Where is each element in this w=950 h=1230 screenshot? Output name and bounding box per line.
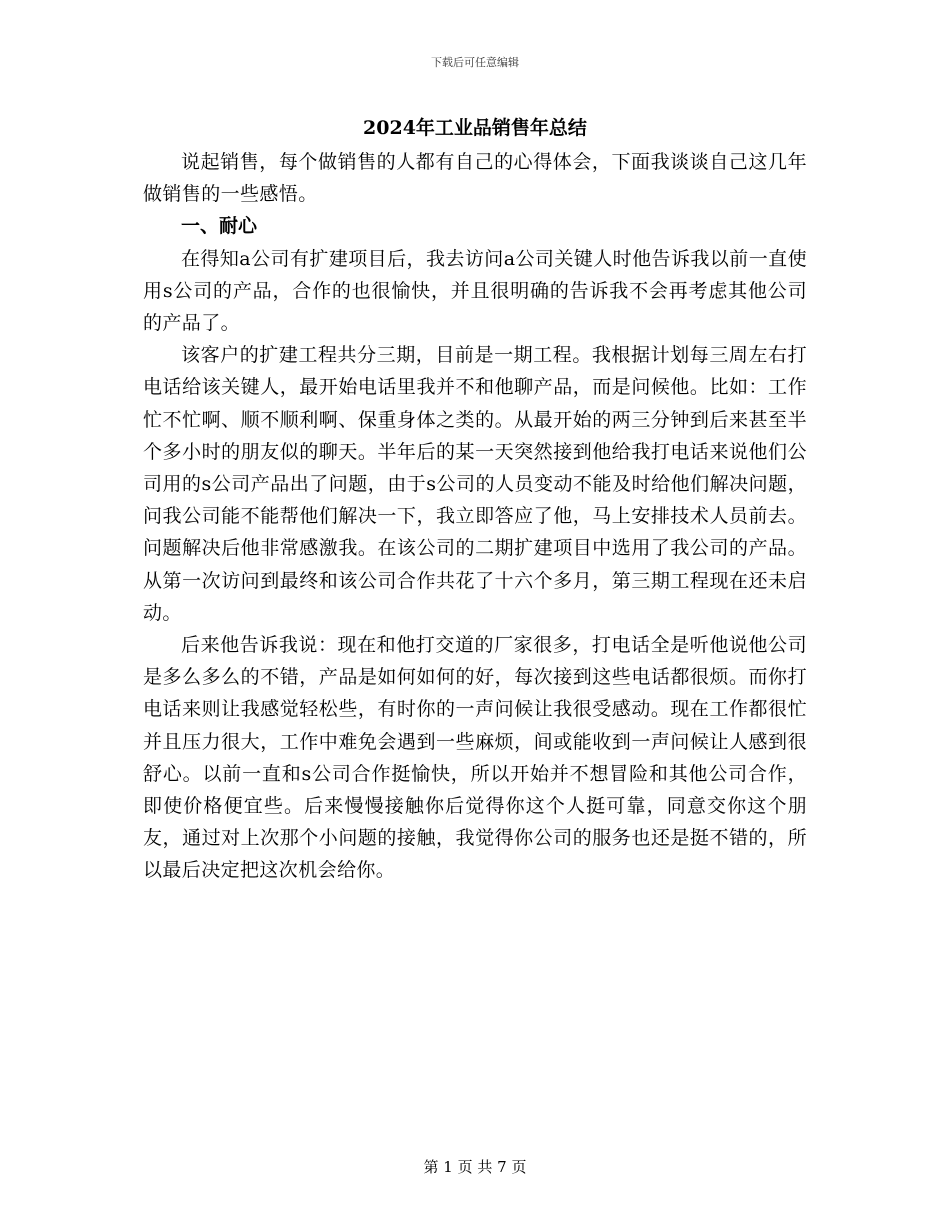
section-paragraph-3: 后来他告诉我说：现在和他打交道的厂家很多，打电话全是听他说他公司是多么多么的不错，产品是如何如何的好，每次接到这些电话都很烦。而你打电话来则让我感觉轻松些，有时你的一声问候让我很受感动。现在工作都很忙并且压力很大，工作中难免会遇到一些麻烦，间或能收到一声问候让人感到很舒心。以前一直和s公司合作挺愉快，所以开始并不想冒险和其他公司合作，即使价格便宜些。后来慢慢接触你后觉得你这个人挺可靠，同意交你这个朋友，通过对上次那个小问题的接触，我觉得你公司的服务也还是挺不错的，所以最后决定把这次机会给你。 <box>143 634 807 882</box>
intro-paragraph: 说起销售，每个做销售的人都有自己的心得体会，下面我谈谈自己这几年做销售的一些感悟。 <box>143 151 807 206</box>
section-paragraph-1: 在得知a公司有扩建项目后，我去访问a公司关键人时他告诉我以前一直使用s公司的产品，合作的也很愉快，并且很明确的告诉我不会再考虑其他公司的产品了。 <box>143 247 807 335</box>
document-body <box>143 112 807 887</box>
section-heading-patience: 一、耐心 <box>181 215 258 238</box>
document-title: 2024年工业品销售年总结 <box>363 117 587 139</box>
page-header-note: 下载后可任意编辑 <box>431 56 519 69</box>
section-paragraph-2: 该客户的扩建工程共分三期，目前是一期工程。我根据计划每三周左右打电话给该关键人，最开始电话里我并不和他聊产品，而是问候他。比如：工作忙不忙啊、顺不顺利啊、保重身体之类的。从最开始的两三分钟到后来甚至半个多小时的朋友似的聊天。半年后的某一天突然接到他给我打电话来说他们公司用的s公司产品出了问题，由于s公司的人员变动不能及时给他们解决问题，问我公司能不能帮他们解决一下，我立即答应了他，马上安排技术人员前去。问题解决后他非常感激我。在该公司的二期扩建项目中选用了我公司的产品。从第一次访问到最终和该公司合作共花了十六个多月，第三期工程现在还未启动。 <box>143 344 807 624</box>
page-footer: 第 1 页 共 7 页 <box>423 1158 527 1176</box>
